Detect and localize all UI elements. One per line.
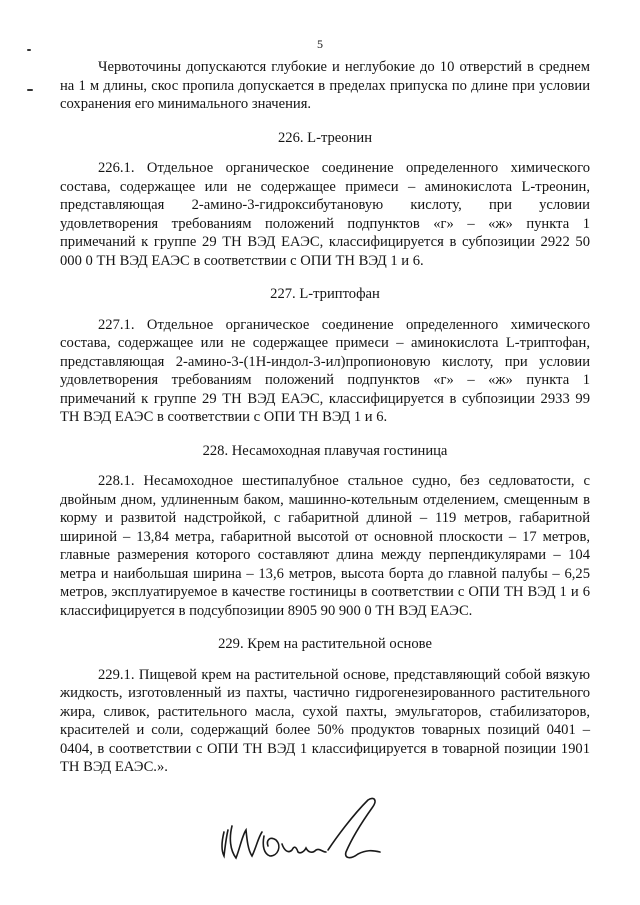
heading-228: 228. Несамоходная плавучая гостиница (202, 442, 448, 459)
scan-artifact-dot (27, 49, 31, 51)
document-body (60, 58, 590, 777)
paragraph-228-1: 228.1. Несамоходное шестипалубное стальное судно, без седловатости, с двойным дном, удлиненным баком, машинно-котельным отделением, смещенным в корму и развитой надстройкой, с габаритной длиной – 119 метров, габаритной шириной – 13,84 метра, габаритной высотой от основной плоскости – 17 метров, главные размерения которого составляют длина между перпендикулярами – 104 метра и наибольшая ширина – 13,6 метров, высота борта до главной палубы – 6,25 метров, эксплуатируемое в качестве гостиницы в соответствии с ОПИ ТН ВЭД 1 и 6 классифицируется в подсубпозиции 8905 90 900 0 ТН ВЭД ЕАЭС. (60, 473, 590, 619)
handwritten-signature (212, 792, 402, 872)
paragraph-227-1: 227.1. Отдельное органическое соединение определенного химического состава, содержащее или не содержащее примеси – аминокислота L-триптофан, представляющая 2-амино-3-(1Н-индол-3-ил)пропионовую кислоту, при условии удовлетворения требованиям положений подпунктов «г» – «ж» пункта 1 примечаний к группе 29 ТН ВЭД ЕАЭС, классифицируется в субпозиции 2933 99 ТН ВЭД ЕАЭС в соответствии с ОПИ ТН ВЭД 1 и 6. (60, 316, 590, 425)
heading-229: 229. Крем на растительной основе (218, 636, 432, 652)
heading-227: 227. L-триптофан (270, 286, 380, 302)
page-number: 5 (317, 37, 323, 51)
scan-artifact-dash (27, 89, 33, 91)
heading-226: 226. L-треонин (277, 129, 373, 146)
paragraph-226-1: 226.1. Отдельное органическое соединение определенного химического состава, содержащее или не содержащее примеси – аминокислота L-треонин, представляющая 2-амино-3-гидроксибутановую кислоту, при условии удовлетворения требованиям положений подпунктов «г» – «ж» пункта 1 примечаний к группе 29 ТН ВЭД ЕАЭС, классифицируется в субпозиции 2922 50 000 0 ТН ВЭД ЕАЭС в соответствии с ОПИ ТН ВЭД 1 и 6. (60, 160, 590, 269)
paragraph-wormholes: Червоточины допускаются глубокие и неглубокие до 10 отверстий в среднем на 1 м длины, скос пропила допускается в пределах припуска по длине при условии сохранения его минимального значения. (60, 59, 590, 112)
paragraph-229-1: 229.1. Пищевой крем на растительной основе, представляющий собой вязкую жидкость, изготовленный из пахты, частично гидрогенезированного растительного жира, сливок, растительного масла, сухой пахты, эмульгаторов, стабилизаторов, красителей и соли, содержащий более 50% продуктов товарных позиций 0401 – 0404, в соответствии с ОПИ ТН ВЭД 1 классифицируется в товарной позиции 1901 ТН ВЭД ЕАЭС.». (60, 666, 590, 775)
